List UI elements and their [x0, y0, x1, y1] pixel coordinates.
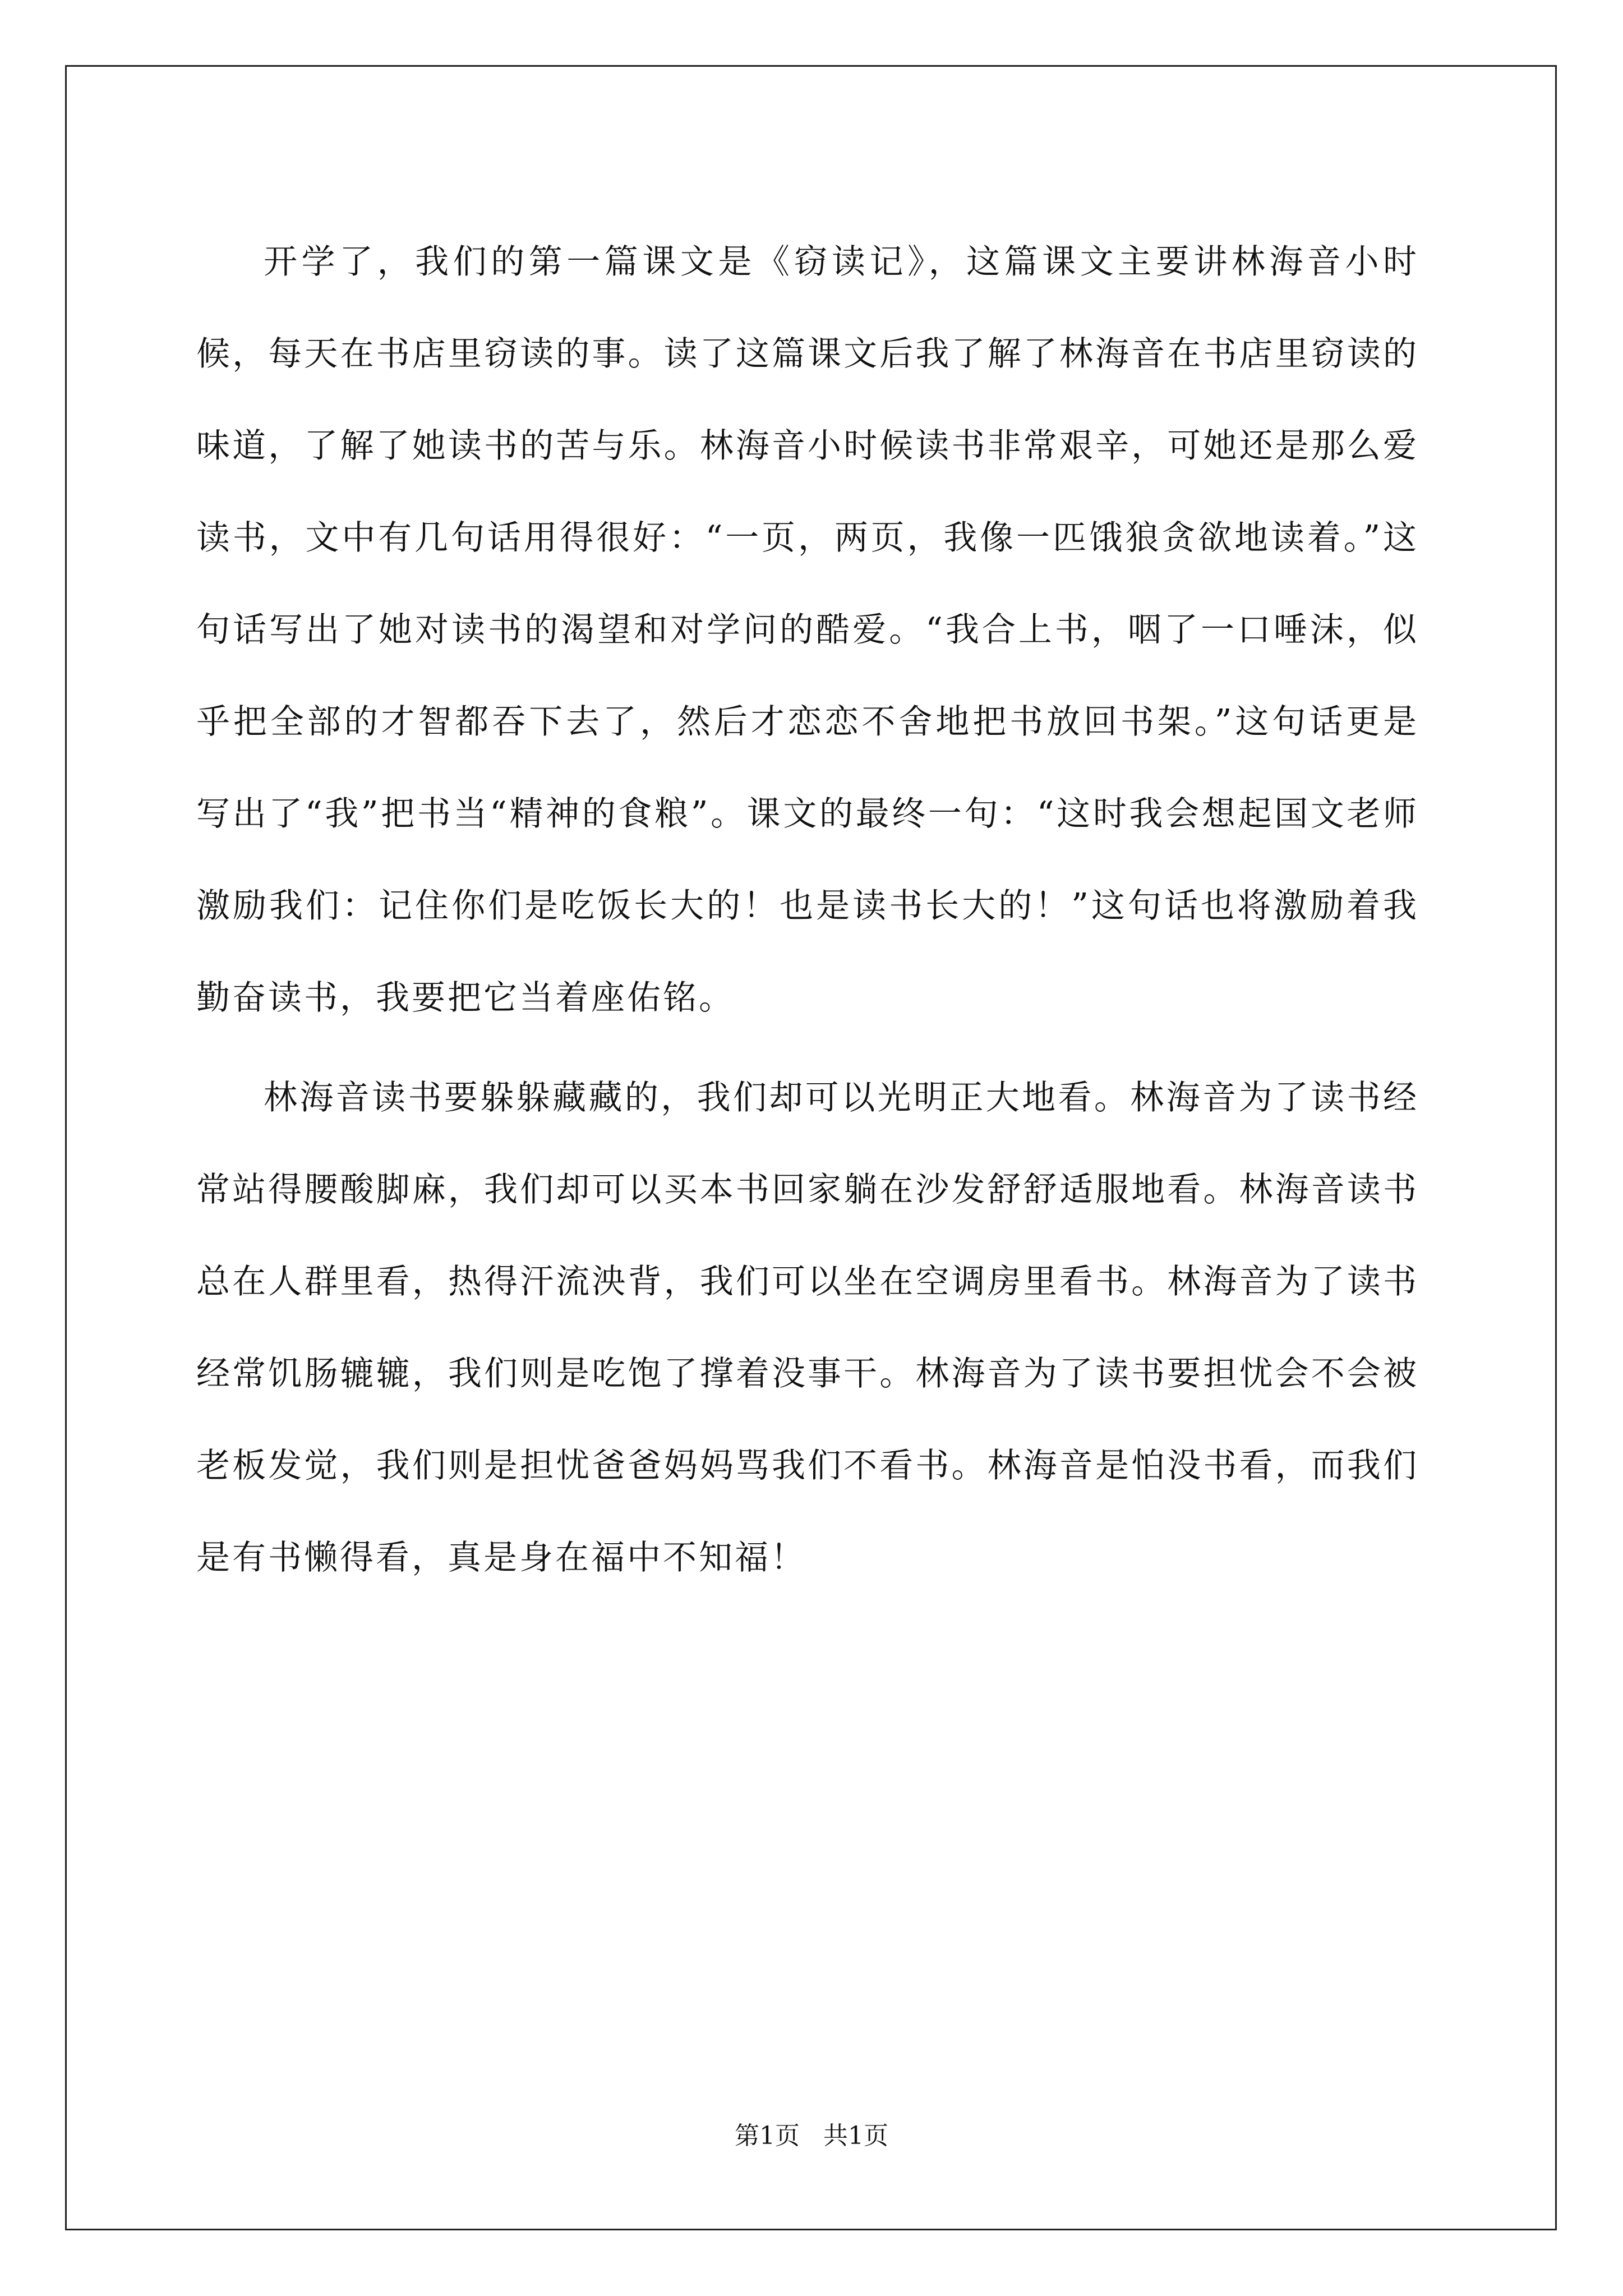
- page-number-footer: 第1页 共1页: [735, 2122, 888, 2150]
- document-body: [196, 216, 1419, 1604]
- paragraph-1: 开学了，我们的第一篇课文是《窃读记》，这篇课文主要讲林海音小时候，每天在书店里窃读的事。读了这篇课文后我了解了林海音在书店里窃读的味道，了解了她读书的苦与乐。林海音小时候读书非常艰辛，可她还是那么爱读书，文中有几句话用得很好：“一页，两页，我像一匹饿狼贪欲地读着。”这句话写出了她对读书的渴望和对学问的酷爱。“我合上书，咽了一口唾沫，似乎把全部的才智都吞下去了，然后才恋恋不舍地把书放回书架。”这句话更是写出了“我”把书当“精神的食粮”。课文的最终一句：“这时我会想起国文老师激励我们：记住你们是吃饭长大的！也是读书长大的！”这句话也将激励着我勤奋读书，我要把它当着座佑铭。: [196, 242, 1419, 1018]
- paragraph-2: 林海音读书要躲躲藏藏的，我们却可以光明正大地看。林海音为了读书经常站得腰酸脚麻，我们却可以买本书回家躺在沙发舒舒适服地看。林海音读书总在人群里看，热得汗流泱背，我们可以坐在空调房里看书。林海音为了读书经常饥肠辘辘，我们则是吃饱了撑着没事干。林海音为了读书要担忧会不会被老板发觉，我们则是担忧爸爸妈妈骂我们不看书。林海音是怕没书看，而我们是有书懒得看，真是身在福中不知福！: [196, 1078, 1419, 1577]
